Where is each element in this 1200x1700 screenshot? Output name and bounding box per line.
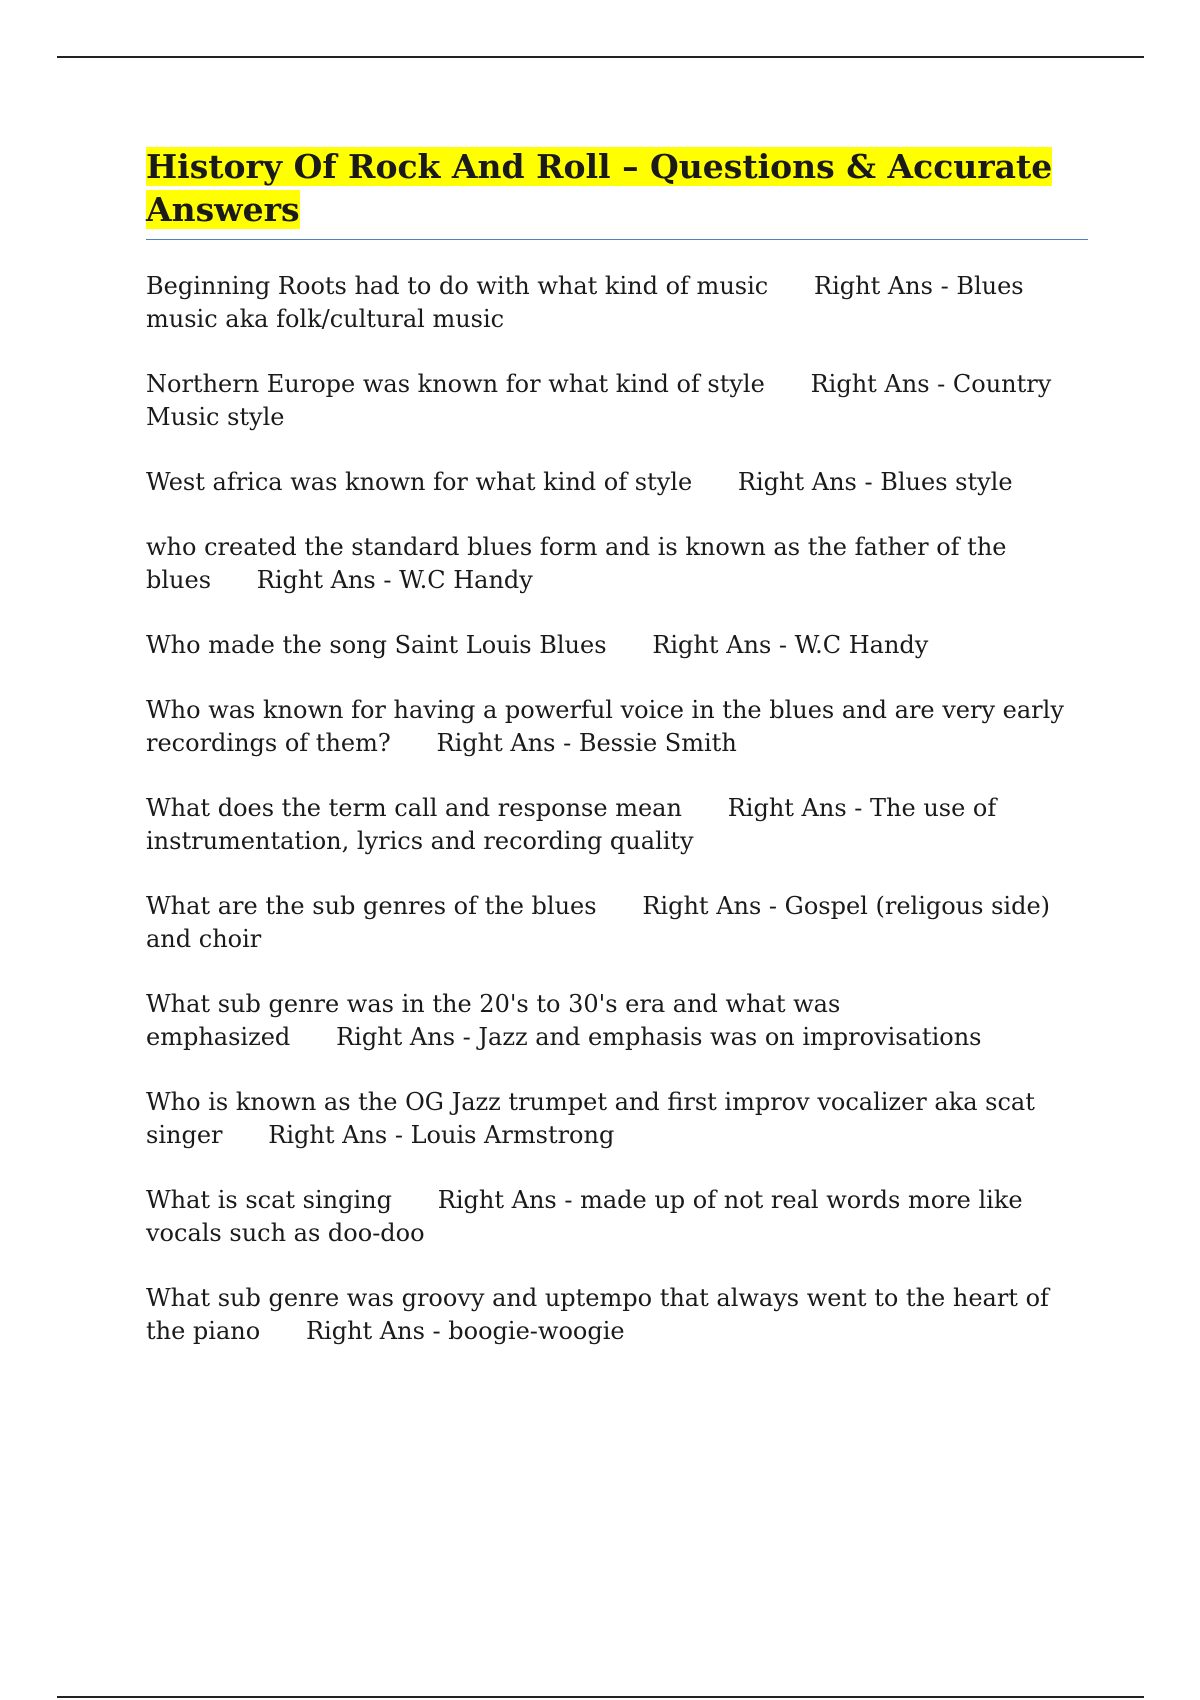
- question-text: who created the standard blues form and is known as the father of the blues: [146, 533, 1007, 594]
- answer-prefix: Right Ans -: [305, 1317, 449, 1345]
- answer-text: Country Music style: [146, 370, 1052, 431]
- answer-text: Louis Armstrong: [410, 1121, 615, 1149]
- question-text: What are the sub genres of the blues: [146, 892, 597, 920]
- question-text: What does the term call and response mean: [146, 794, 682, 822]
- qa-item: [146, 1184, 1088, 1250]
- qa-item: [146, 466, 1088, 499]
- answer-prefix: Right Ans -: [436, 729, 579, 757]
- answer-prefix: Right Ans -: [810, 370, 953, 398]
- answer-prefix: Right Ans -: [727, 794, 871, 822]
- answer-text: Bessie Smith: [578, 729, 737, 757]
- answer-prefix: Right Ans -: [268, 1121, 411, 1149]
- page-bottom-rule: [57, 1696, 1144, 1698]
- qa-item: [146, 694, 1088, 760]
- answer-text: made up of not real words more like vocals such as doo-doo: [146, 1186, 1023, 1247]
- qa-item: [146, 1086, 1088, 1152]
- answer-text: The use of instrumentation, lyrics and recording quality: [146, 794, 997, 855]
- qa-item: [146, 792, 1088, 858]
- answer-text: Gospel (religous side) and choir: [146, 892, 1051, 953]
- answer-prefix: Right Ans -: [642, 892, 785, 920]
- qa-list: [146, 270, 1088, 1348]
- question-text: What is scat singing: [146, 1186, 392, 1214]
- qa-item: [146, 1282, 1088, 1348]
- answer-prefix: Right Ans -: [737, 468, 881, 496]
- question-text: What sub genre was in the 20's to 30's era and what was emphasized: [146, 990, 841, 1051]
- qa-item: [146, 270, 1088, 336]
- answer-text: W.C Handy: [794, 631, 929, 659]
- question-text: Beginning Roots had to do with what kind of music: [146, 272, 769, 300]
- answer-text: Jazz and emphasis was on improvisations: [478, 1023, 982, 1051]
- qa-item: [146, 890, 1088, 956]
- qa-item: [146, 531, 1088, 597]
- title-underline: [146, 239, 1088, 240]
- document-title-text: History Of Rock And Roll – Questions & Accurate Answers: [146, 147, 1053, 229]
- qa-item: [146, 368, 1088, 434]
- qa-item: [146, 988, 1088, 1054]
- answer-prefix: Right Ans -: [437, 1186, 581, 1214]
- answer-prefix: Right Ans -: [652, 631, 795, 659]
- answer-text: W.C Handy: [399, 566, 533, 594]
- question-text: Who is known as the OG Jazz trumpet and first improv vocalizer aka scat singer: [146, 1088, 1035, 1149]
- page-top-rule: [57, 56, 1144, 58]
- question-text: Northern Europe was known for what kind of style: [146, 370, 765, 398]
- answer-prefix: Right Ans -: [814, 272, 957, 300]
- answer-text: Blues music aka folk/cultural music: [146, 272, 1024, 333]
- answer-text: boogie-woogie: [448, 1317, 625, 1345]
- answer-text: Blues style: [880, 468, 1013, 496]
- answer-prefix: Right Ans -: [336, 1023, 479, 1051]
- document-title: [146, 145, 1088, 231]
- document-body: [146, 145, 1088, 1380]
- question-text: West africa was known for what kind of style: [146, 468, 693, 496]
- answer-prefix: Right Ans -: [256, 566, 400, 594]
- qa-item: [146, 629, 1088, 662]
- question-text: Who was known for having a powerful voice in the blues and are very early recordings of them?: [146, 696, 1064, 757]
- question-text: What sub genre was groovy and uptempo that always went to the heart of the piano: [146, 1284, 1049, 1345]
- question-text: Who made the song Saint Louis Blues: [146, 631, 607, 659]
